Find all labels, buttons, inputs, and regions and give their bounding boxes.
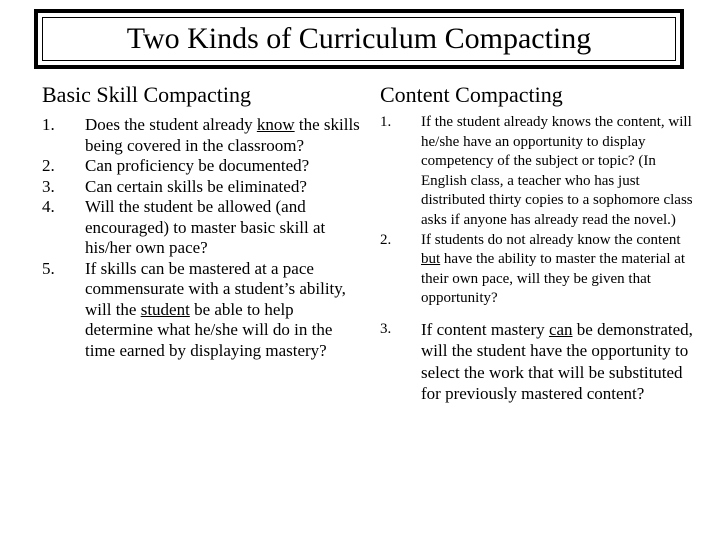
text-part: Can certain skills be eliminated?	[85, 176, 307, 196]
list-item-text	[85, 115, 362, 156]
title-box	[34, 9, 684, 69]
text-part: If skills can be mastered at a pace commensurate with a student’s ability, will the	[85, 258, 346, 319]
list-number: 1.	[380, 114, 392, 130]
text-part: Can proficiency be documented?	[85, 156, 310, 175]
content-item-2	[380, 231, 700, 309]
list-number: 5.	[42, 258, 55, 278]
content-item-1	[380, 113, 700, 231]
list-number: 3.	[380, 320, 392, 337]
list-item-text	[421, 319, 700, 405]
list-item-text	[85, 259, 362, 362]
basic-item-3	[42, 177, 362, 198]
list-item-text	[421, 231, 700, 309]
underlined-word: student	[140, 299, 190, 319]
content-item-3	[380, 319, 700, 405]
list-number: 1.	[42, 115, 55, 134]
text-part: be able to help determine what he/she will do in the time earned by displaying mastery?	[85, 299, 333, 360]
list-number: 2.	[42, 156, 55, 175]
text-part: be demonstrated, will the student have the opportunity to select the work that will be substituted for previously mastered content?	[421, 319, 693, 404]
basic-item-5	[42, 259, 362, 362]
text-part: If the student already knows the content, will he/she have an opportunity to display competency of the subject or topic? (In English class, a teacher who has just distributed thirty copies to a sophomore class asks if anyone has already read the novel.)	[421, 114, 693, 228]
content-compacting-list	[380, 113, 700, 405]
underlined-word: can	[548, 319, 573, 339]
text-part: have the ability to master the material at their own pace, will they be given that opportunity?	[421, 251, 686, 307]
title-inner-border	[42, 17, 676, 61]
text-part: If content mastery	[421, 319, 549, 339]
text-part: Will the student be allowed (and encouraged) to master basic skill at his/her own pace?	[85, 197, 326, 257]
text-part: Does the student already	[85, 115, 257, 134]
list-item-text	[85, 177, 362, 198]
underlined-word: but	[421, 251, 441, 268]
text-part: If students do not already know the content	[421, 231, 681, 248]
underlined-word: know	[256, 115, 295, 134]
text-part: the skills being covered in the classroom?	[85, 115, 360, 155]
content-compacting-heading: Content Compacting	[380, 82, 563, 107]
list-number: 2.	[380, 231, 392, 248]
basic-skill-list	[42, 115, 362, 361]
list-item-text	[421, 113, 700, 231]
basic-item-2	[42, 156, 362, 177]
page-title: Two Kinds of Curriculum Compacting	[126, 22, 592, 55]
list-number: 3.	[42, 176, 55, 196]
list-item-text	[85, 197, 362, 259]
basic-item-4	[42, 197, 362, 259]
list-item-text	[85, 156, 362, 177]
basic-item-1	[42, 115, 362, 156]
basic-skill-heading: Basic Skill Compacting	[42, 82, 251, 107]
list-number: 4.	[42, 197, 55, 216]
